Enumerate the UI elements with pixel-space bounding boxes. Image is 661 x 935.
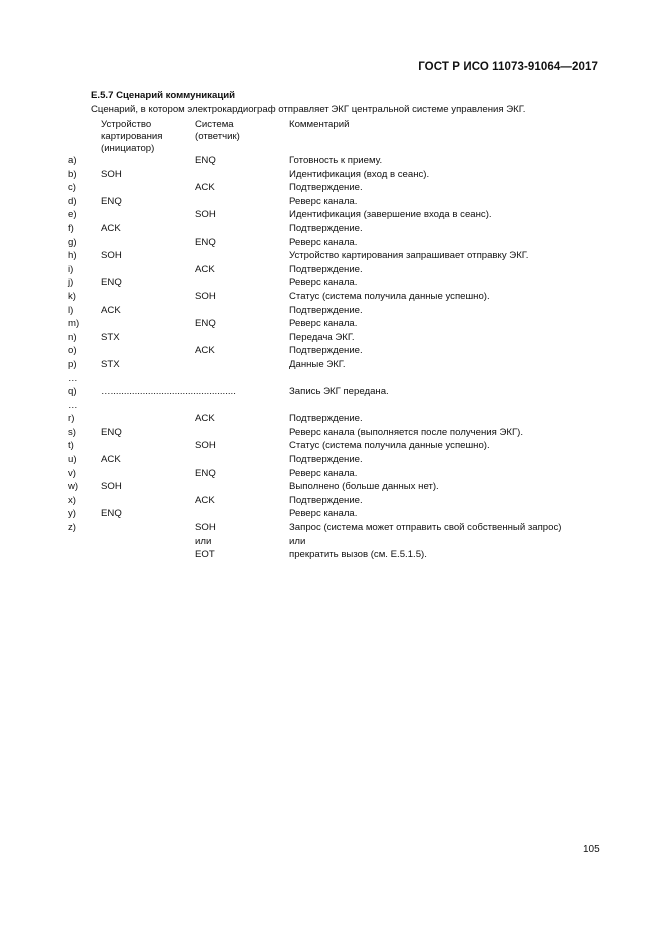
row-comment: Реверс канала. [289, 318, 358, 330]
table-row [0, 195, 661, 209]
device-message: ENQ [101, 508, 122, 520]
system-message: или [195, 535, 212, 547]
table-row [0, 208, 661, 222]
table-row [0, 507, 661, 521]
row-comment: или [289, 535, 306, 547]
row-comment: Статус (система получила данные успешно). [289, 440, 490, 452]
table-row [0, 372, 661, 386]
table-row [0, 535, 661, 549]
table-row [0, 548, 661, 562]
device-message: SOH [101, 168, 122, 180]
row-comment: Подтверждение. [289, 304, 363, 316]
device-message: SOH [101, 250, 122, 262]
row-label: … [68, 372, 78, 384]
row-label: j) [68, 277, 74, 289]
table-row [0, 304, 661, 318]
system-message: ACK [195, 263, 215, 275]
row-label: … [68, 399, 78, 411]
row-comment: Подтверждение. [289, 413, 363, 425]
row-comment: Реверс канала. [289, 508, 358, 520]
row-label: m) [68, 318, 80, 330]
row-label: v) [68, 467, 76, 479]
row-label: o) [68, 345, 77, 357]
system-message: ACK [195, 494, 215, 506]
row-label: g) [68, 236, 77, 248]
page-number: 105 [583, 844, 600, 855]
row-comment: Выполнено (больше данных нет). [289, 481, 439, 493]
row-label: k) [68, 290, 76, 302]
system-message: ENQ [195, 467, 216, 479]
table-row [0, 399, 661, 413]
row-label: t) [68, 440, 74, 452]
table-row [0, 358, 661, 372]
table-row [0, 344, 661, 358]
row-label: u) [68, 454, 77, 466]
device-message: …............................................... [101, 386, 236, 398]
row-label: d) [68, 195, 77, 207]
device-message: SOH [101, 481, 122, 493]
column-header-system-line: (ответчик) [195, 131, 240, 142]
document-header: ГОСТ Р ИСО 11073-91064—2017 [418, 61, 598, 73]
row-label: z) [68, 522, 76, 534]
row-comment: Идентификация (вход в сеанс). [289, 168, 430, 180]
row-label: x) [68, 494, 76, 506]
row-label: a) [68, 155, 77, 166]
system-message: ENQ [195, 155, 216, 166]
row-comment: Запись ЭКГ передана. [289, 386, 389, 398]
table-row [0, 222, 661, 236]
column-header-device-line: Устройство [101, 119, 152, 130]
row-comment: Реверс канала. [289, 277, 358, 289]
table-row [0, 467, 661, 481]
section-title: E.5.7 Сценарий коммуникаций [91, 90, 236, 101]
table-row [0, 494, 661, 508]
row-label: c) [68, 182, 76, 194]
column-header-comment [289, 119, 349, 131]
system-message: SOH [195, 209, 216, 221]
row-comment: Подтверждение. [289, 263, 363, 275]
row-comment: Статус (система получила данные успешно). [289, 290, 490, 302]
row-label: e) [68, 209, 77, 221]
row-label: f) [68, 222, 74, 234]
row-label: b) [68, 168, 77, 180]
scenario-table [0, 154, 661, 562]
device-message: STX [101, 358, 120, 370]
device-message: ENQ [101, 195, 122, 207]
row-comment: Подтверждение. [289, 345, 363, 357]
row-comment: Подтверждение. [289, 494, 363, 506]
row-label: h) [68, 250, 77, 262]
system-message: EOT [195, 549, 215, 561]
row-label: w) [68, 481, 79, 493]
device-message: ACK [101, 222, 121, 234]
row-label: q) [68, 386, 77, 398]
table-row [0, 154, 661, 168]
table-row [0, 181, 661, 195]
row-comment: прекратить вызов (см. E.5.1.5). [289, 549, 427, 561]
table-row [0, 385, 661, 399]
row-label: s) [68, 426, 76, 438]
system-message: ENQ [195, 236, 216, 248]
system-message: SOH [195, 440, 216, 452]
table-row [0, 331, 661, 345]
row-comment: Подтверждение. [289, 454, 363, 466]
table-row [0, 276, 661, 290]
table-row [0, 412, 661, 426]
row-comment: Реверс канала. [289, 467, 358, 479]
row-label: p) [68, 358, 77, 370]
system-message: ACK [195, 413, 215, 425]
row-label: y) [68, 508, 76, 520]
table-row [0, 249, 661, 263]
row-comment: Реверс канала. [289, 236, 358, 248]
row-comment: Запрос (система может отправить свой собственный запрос) [289, 522, 562, 534]
row-comment: Идентификация (завершение входа в сеанс). [289, 209, 492, 221]
row-comment: Подтверждение. [289, 222, 363, 234]
row-label: l) [68, 304, 74, 316]
column-header-device-line: картирования [101, 131, 163, 142]
row-label: i) [68, 263, 74, 275]
column-header-system-line: Система [195, 119, 234, 130]
table-row [0, 426, 661, 440]
section-intro: Сценарий, в котором электрокардиограф отправляет ЭКГ центральной системе управления ЭКГ. [91, 104, 526, 115]
system-message: SOH [195, 290, 216, 302]
column-header-device-line: (инициатор) [101, 143, 155, 154]
column-header-comment-line: Комментарий [289, 119, 350, 130]
row-comment: Готовность к приему. [289, 155, 383, 166]
column-header-system [195, 119, 240, 143]
row-comment: Подтверждение. [289, 182, 363, 194]
table-row [0, 521, 661, 535]
row-label: r) [68, 413, 75, 425]
table-row [0, 236, 661, 250]
system-message: SOH [195, 522, 216, 534]
row-comment: Передача ЭКГ. [289, 331, 355, 343]
row-comment: Данные ЭКГ. [289, 358, 346, 370]
device-message: STX [101, 331, 120, 343]
column-header-device [101, 119, 162, 155]
table-row [0, 168, 661, 182]
system-message: ENQ [195, 318, 216, 330]
table-row [0, 317, 661, 331]
row-label: n) [68, 331, 77, 343]
row-comment: Реверс канала. [289, 195, 358, 207]
table-row [0, 263, 661, 277]
table-row [0, 480, 661, 494]
device-message: ACK [101, 454, 121, 466]
table-row [0, 439, 661, 453]
device-message: ACK [101, 304, 121, 316]
system-message: ACK [195, 345, 215, 357]
system-message: ACK [195, 182, 215, 194]
device-message: ENQ [101, 426, 122, 438]
table-row [0, 290, 661, 304]
device-message: ENQ [101, 277, 122, 289]
row-comment: Устройство картирования запрашивает отправку ЭКГ. [289, 250, 529, 262]
row-comment: Реверс канала (выполняется после получения ЭКГ). [289, 426, 524, 438]
table-row [0, 453, 661, 467]
